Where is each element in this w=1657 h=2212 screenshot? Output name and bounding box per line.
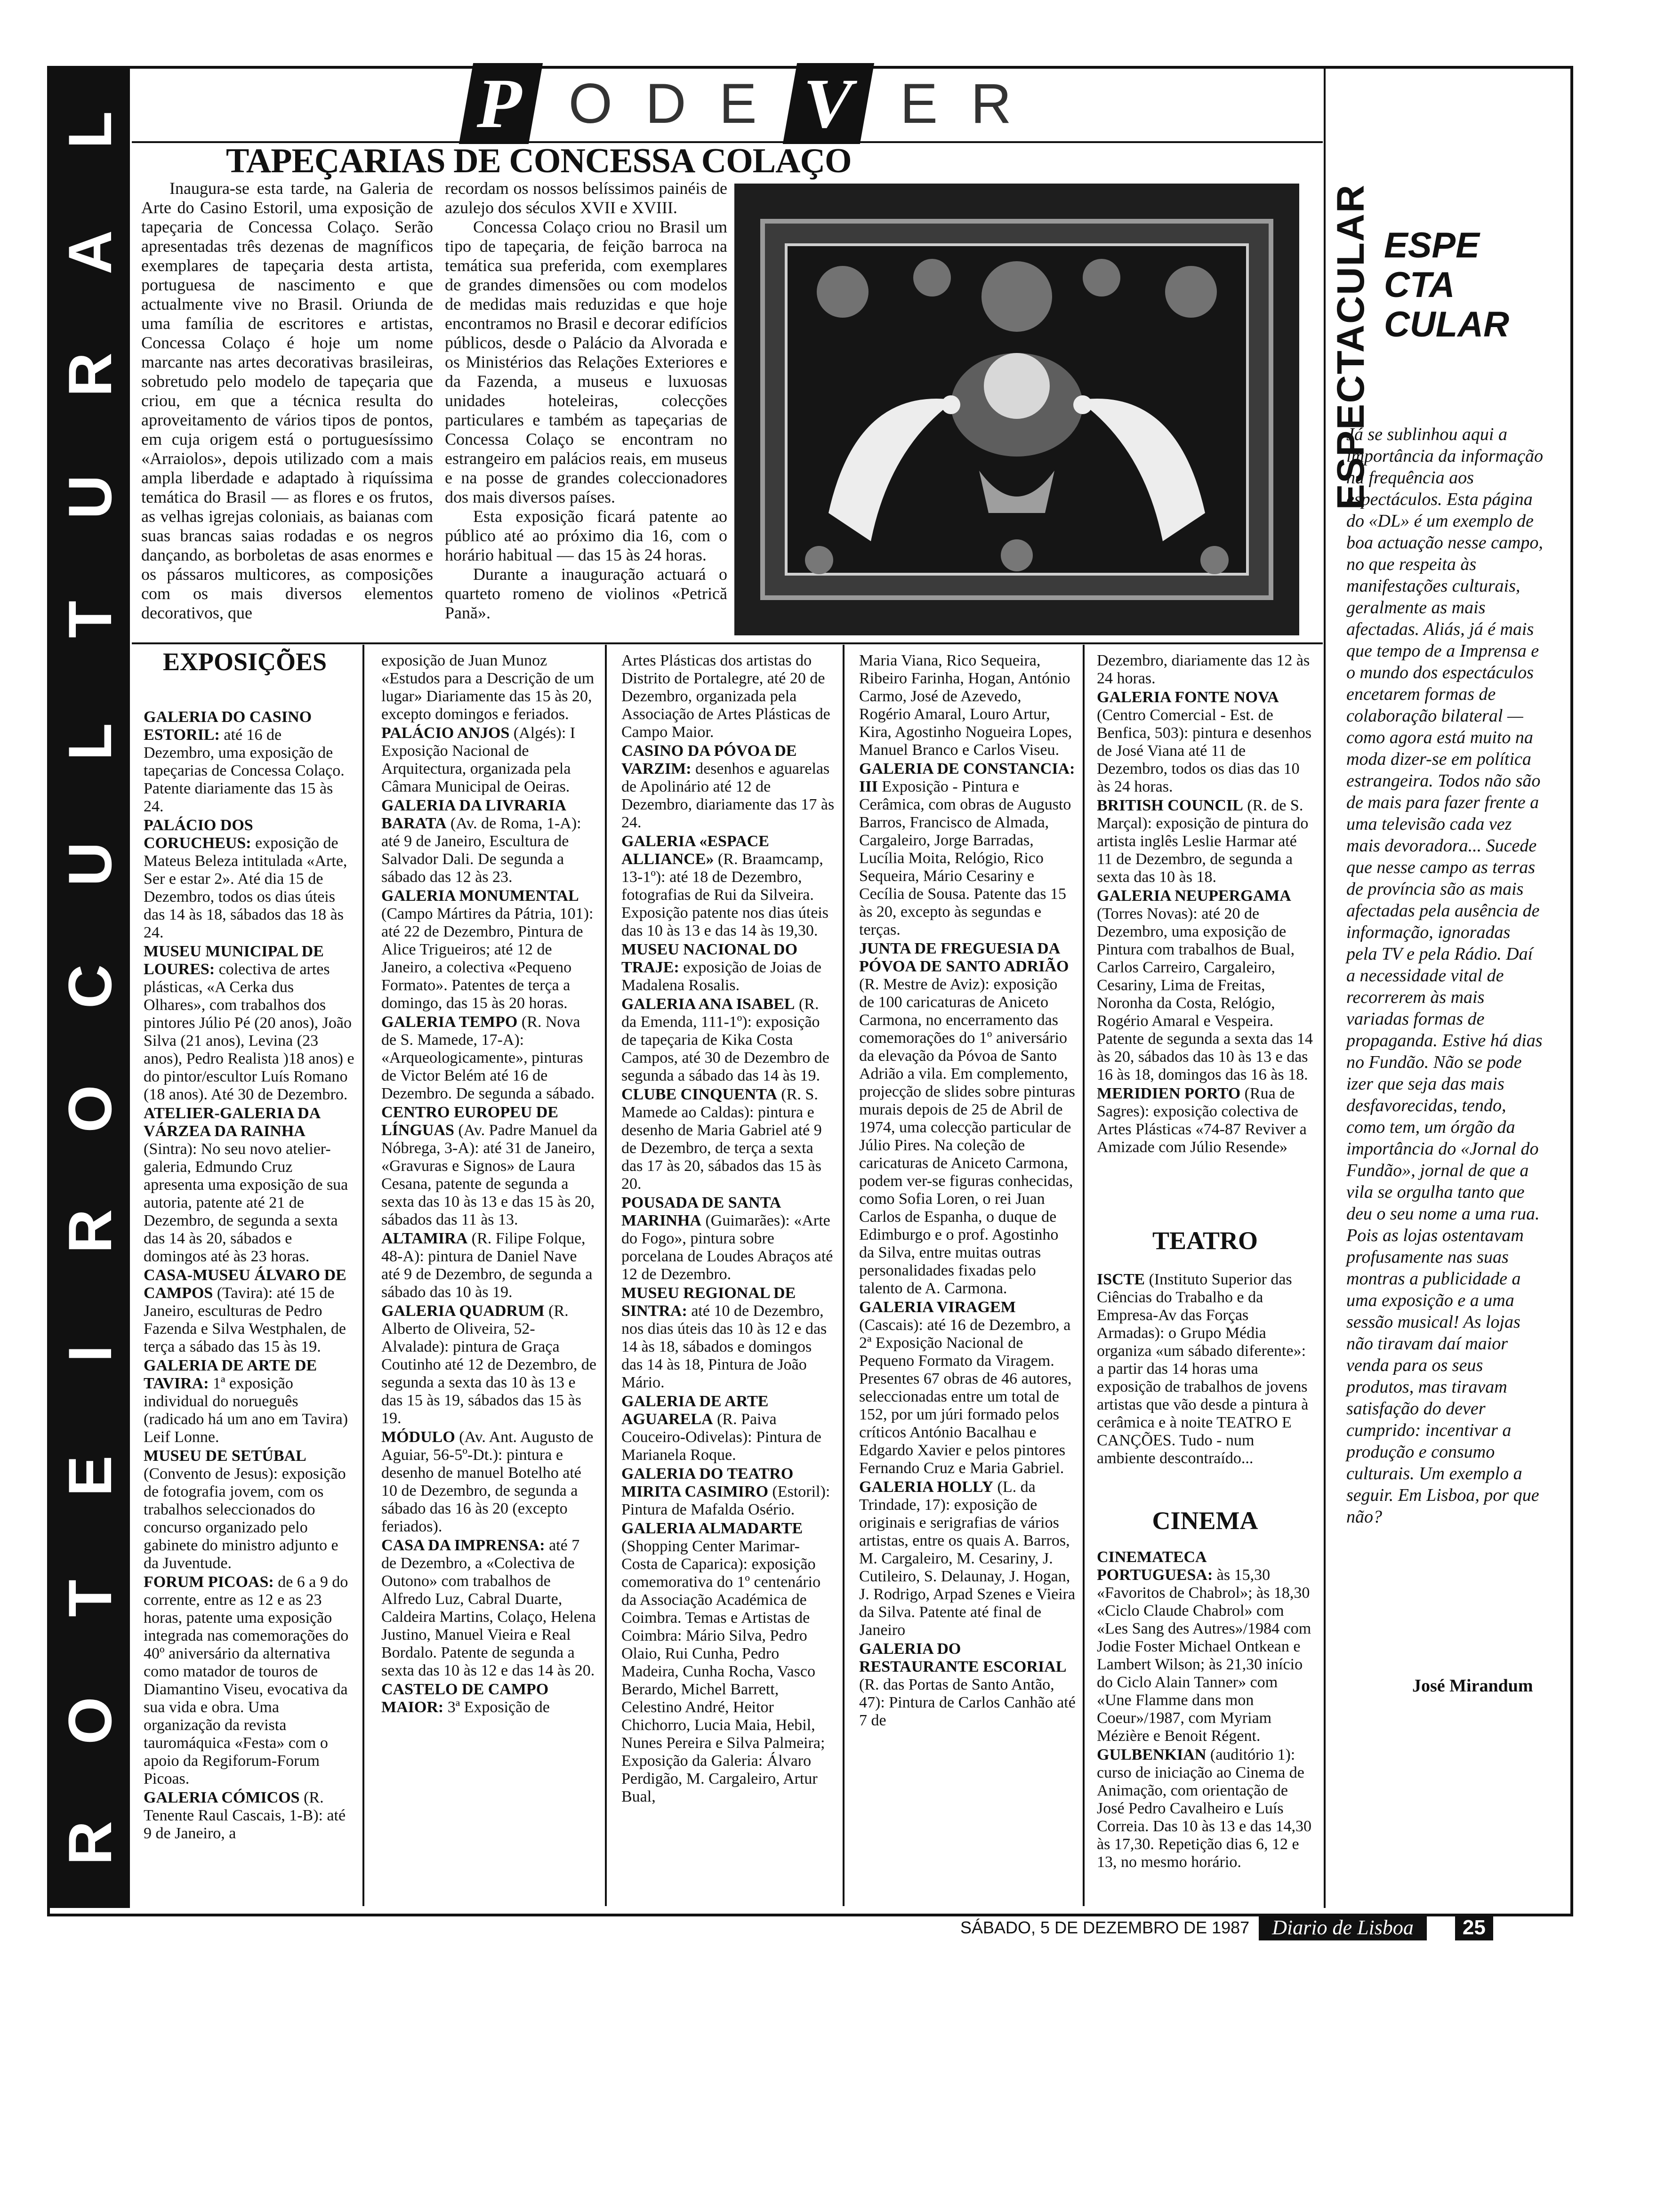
kicker-letter: P — [459, 63, 543, 144]
listing-entry — [381, 1302, 598, 1427]
venue-name: JUNTA DE FREGUESIA DA PÓVOA DE SANTO ADRIÃO — [859, 940, 1069, 975]
listing-text: (Convento de Jesus): exposição de fotografia jovem, com os trabalhos seleccionados do concurso organizado pelo gabinete do ministro adjunto e da Juventude. — [144, 1465, 346, 1572]
listing-text: (Av. Ant. Augusto de Aguiar, 56-5º-Dt.): pintura e desenho de manuel Botelho até 10 de Dezembro, de segunda a sábado das 16 às 20 (excepto feriados). — [381, 1428, 594, 1535]
listing-entry — [859, 1478, 1076, 1639]
venue-name: MÓDULO — [381, 1428, 455, 1446]
venue-name: PALÁCIO ANJOS — [381, 724, 510, 742]
divider — [132, 642, 1323, 644]
listing-entry — [381, 1428, 598, 1536]
divider — [605, 645, 607, 1906]
listing-text: (R. de S. Marçal): exposição de pintura do artista inglês Leslie Harmar até 11 de Dezembro, de segunda a sexta das 10 às 18. — [1097, 797, 1309, 886]
listing-text: (R. Nova de S. Mamede, 17-A): «Arqueologicamente», pinturas de Victor Belém até 16 de Dezembro. De segunda a sábado. — [381, 1013, 595, 1102]
venue-name: GALERIA CÓMICOS — [144, 1789, 300, 1806]
article-headline: TAPEÇARIAS DE CONCESSA COLAÇO — [226, 142, 852, 180]
listing-text: (Av. de Roma, 1-A): até 9 de Janeiro, Escultura de Salvador Dali. De segunda a sábado das 12 às 23. — [381, 815, 581, 886]
listing-entry — [621, 1086, 836, 1193]
listing-entry — [621, 742, 836, 832]
editorial-body: Já se sublinhou aqui a importância da informação na frequência aos espectáculos. Esta página do «DL» é um exemplo de boa actuação nesse campo, no que respeita às manifestações culturais, geralmente as mais afectadas. Aliás, já é mais que tempo de a Imprensa e o mundo dos espectáculos encetarem formas de colaboração bilateral — como agora está muito na moda dizer-se em política estrangeira. Todos não são de mais para fazer frente a uma televisão cada vez mais devoradora... Sucede que nesse campo as terras de província são as mais afectadas pela ausência de informação, ignoradas pela TV e pela Rádio. Daí a necessidade vital de recorrerem às mais variadas formas de propaganda. Estive há dias no Fundão. Não se pode izer que seja das mais desfavorecidas, tendo, como tem, um órgão da importância do «Jornal do Fundão», jornal de que a vila se orgulha tanto que deu o seu nome a uma rua. Pois as lojas ostentavam profusamente nas suas montras a publicidade a uma exposição e a uma sessão musical! As lojas não tiravam daí maior venda para os seus produtos, mas tiravam satisfação do dever cumprido: incentivar a produção e consumo culturais. Um exemplo a seguir. Em Lisboa, por que não? — [1346, 425, 1543, 1527]
column-title-line: ESPE — [1384, 225, 1480, 265]
venue-name: GALERIA TEMPO — [381, 1013, 518, 1031]
listing-entry — [621, 1465, 836, 1519]
page-number: 25 — [1455, 1915, 1493, 1940]
article-paragraph: Inaugura-se esta tarde, na Galeria de Arte do Casino Estoril, uma exposição de tapeçaria de Concessa Colaço. Serão apresentadas três dezenas de magníficos exemplares de tapeçaria desta artista, portuguesa de nascimento e que actualmente vive no Brasil. Oriunda de uma família de escritores e artistas, Concessa Colaço é hoje um nome marcante nas artes decorativas brasileiras, sobretudo pelo modelo de tapeçaria que criou, em que a técnica resulta do aproveitamento de vários tipos de pontos, em cuja origem está o portuguesíssimo «Arraiolos», depois utilizado com a mais ampla liberdade e adaptado à riquíssima temática do Brasil — as flores e os frutos, as velhas igrejas coloniais, as baianas com suas brancas saias rodadas e os negros dançando, as borboletas de asas enormes e os pássaros multicores, as composições com os mais diversos elementos decorativos, que — [141, 179, 433, 622]
kicker-letter: O — [568, 72, 612, 135]
listing-entry — [859, 760, 1076, 939]
listing-text: (R. das Portas de Santo Antão, 47): Pintura de Carlos Canhão até 7 de — [859, 1676, 1076, 1729]
listing-text: (Centro Comercial - Est. de Benfica, 503): pintura e desenhos de José Viana até 11 de Dezembro, todos os dias das 10 às 24 horas. — [1097, 706, 1312, 795]
listing-entry — [859, 652, 1076, 759]
listing-text: até 7 de Dezembro, a «Colectiva de Outono» com trabalhos de Alfredo Luz, Cabral Duarte, Caldeira Martins, Colaço, Helena Justino, Manuel Vieira e Real Bordalo. Patente de segunda a sexta das 10 às 12 e das 14 às 20. — [381, 1537, 596, 1679]
section-title-exposicoes: EXPOSIÇÕES — [162, 648, 327, 676]
venue-name: GALERIA DA LIVRARIA BARATA — [381, 797, 566, 832]
masthead: Diario de Lisboa — [1259, 1915, 1427, 1940]
sidebar-letter: L — [56, 111, 124, 149]
venue-name: PALÁCIO DOS CORUCHEUS: — [144, 817, 253, 852]
listing-text: 1ª exposição individual do norueguês (radicado há um ano em Tavira) Leif Lonne. — [144, 1375, 348, 1446]
listing-entry — [621, 941, 836, 994]
venue-name: GALERIA DO TEATRO MIRITA CASIMIRO — [621, 1465, 794, 1500]
listing-column-5 — [1097, 652, 1313, 1157]
venue-name: MUSEU REGIONAL DE SINTRA: — [621, 1284, 796, 1320]
sidebar-letter: U — [56, 475, 124, 519]
venue-name: GALERIA VIRAGEM — [859, 1298, 1016, 1316]
divider — [1083, 645, 1085, 1906]
venue-name: GALERIA FONTE NOVA — [1097, 689, 1279, 706]
listing-text: Dezembro, diariamente das 12 às 24 horas. — [1097, 652, 1310, 687]
listing-text: (Torres Novas): até 20 de Dezembro, uma exposição de Pintura com trabalhos de Bual, Carlos Carreiro, Cargaleiro, Cesariny, Lima de Freitas, Noronha da Costa, Relógio, Rogério Amaral e Vespeira. Patente de segunda a sexta das 14 às 20, sábados das 10 às 13 e das 16 às 18, domingos das 16 às 18. — [1097, 905, 1313, 1083]
listing-entry — [1097, 1085, 1313, 1156]
venue-name: ALTAMIRA — [381, 1230, 468, 1247]
listing-entry — [1097, 689, 1313, 796]
column-title-line: CTA — [1384, 265, 1455, 305]
venue-name: GALERIA MONUMENTAL — [381, 887, 579, 905]
listing-entry — [621, 652, 836, 741]
tapestry-image — [734, 184, 1299, 635]
listing-entry — [1097, 797, 1313, 886]
teatro-listing — [1097, 1271, 1313, 1468]
issue-date: SÁBADO, 5 DE DEZEMBRO DE 1987 — [960, 1917, 1250, 1937]
listing-text: às 15,30 «Favoritos de Chabrol»; às 18,30 «Ciclo Claude Chabrol» com «Les Sang des Autres»/1984 com Jodie Foster Michael Ontkean e Lambert Wilson; às 21,30 início do Ciclo Alain Tanner» com «Une Flamme dans mon Coeur»/1987, com Myriam Mézière e Benoit Régent. — [1097, 1566, 1311, 1745]
venue-name: CASA-MUSEU ÁLVARO DE CAMPOS — [144, 1266, 346, 1302]
listing-entry — [1097, 887, 1313, 1084]
listing-entry — [381, 652, 598, 723]
sidebar-letter: U — [56, 842, 124, 886]
listing-entry — [144, 1573, 355, 1788]
listing-entry — [381, 1104, 598, 1229]
venue-name: GALERIA DE ARTE AGUARELA — [621, 1393, 769, 1428]
article-paragraph: recordam os nossos belíssimos painéis de azulejo dos séculos XVII e XVIII. — [445, 179, 727, 217]
cinema-listing — [1097, 1548, 1313, 1872]
sidebar-letter: R — [56, 353, 124, 397]
venue-name: GULBENKIAN — [1097, 1746, 1207, 1763]
column-title-line: CULAR — [1384, 305, 1509, 345]
venue-name: CENTRO EUROPEU DE LÍNGUAS — [381, 1104, 558, 1139]
venue-name: ISCTE — [1097, 1271, 1145, 1288]
listing-entry — [621, 1284, 836, 1392]
section-title-cinema: CINEMA — [1152, 1507, 1258, 1535]
article-paragraph: Durante a inauguração actuará o quarteto romeno de violinos «Petrică Pană». — [445, 565, 727, 622]
listing-text: (auditório 1): curso de iniciação ao Cinema de Animação, com orientação de José Pedro Cavalheiro e Luís Correia. Das 10 às 13 e das 14,30 às 17,30. Repetição dias 6, 12 e 13, no mesmo horário. — [1097, 1746, 1312, 1871]
listing-column-3 — [621, 652, 836, 1807]
vertical-tag-text: ESPECTACULAR — [1329, 184, 1372, 510]
listing-entry — [381, 724, 598, 796]
listing-text: (R. Paiva Couceiro-Odivelas): Pintura de Marianela Roque. — [621, 1411, 821, 1464]
section-title-teatro: TEATRO — [1152, 1226, 1258, 1255]
listing-text: (R. da Emenda, 111-1º): exposição de tapeçaria de Kika Costa Campos, até 30 de Dezembro de segunda a sábado das 14 às 19. — [621, 995, 829, 1084]
listing-text: exposição de Joias de Madalena Rosalis. — [621, 959, 821, 994]
listing-entry — [859, 1640, 1076, 1730]
sidebar-letter: I — [56, 1345, 124, 1362]
listing-text: (Sintra): No seu novo atelier-galeria, Edmundo Cruz apresenta uma exposição de sua autoria, patente até 21 de Dezembro, de segunda a sexta das 14 às 20, sábados e domingos até às 23 horas. — [144, 1140, 348, 1265]
listing-text: de 6 a 9 do corrente, entre as 12 e as 23 horas, patente uma exposição integrada nas comemorações do 40º aniversário da alternativa como matador de touros de Diamantino Viseu, evocativa da sua vida e obra. Uma organização da revista tauromáquica «Festa» com o apoio da Regiforum-Forum Picoas. — [144, 1573, 349, 1787]
listing-entry — [381, 887, 598, 1012]
listing-text: colectiva de artes plásticas, «A Cerka dus Olhares», com trabalhos dos pintores Júlio Pé (20 anos), João Silva (21 anos), Levina (23 anos), Pedro Realista )18 anos) e do pintor/escultor Luís Romano (18 anos). Até 30 de Dezembro. — [144, 961, 354, 1103]
article-paragraph: Concessa Colaço criou no Brasil um tipo de tapeçaria, de feição barroca na temática sua preferida, com exemplares de grandes dimensões ou com modelos de medidas mais reduzidas e que hoje encontramos no Brasil e decorar edifícios públicos, desde o Palácio da Alvorada e os Ministérios das Relações Exteriores e da Fazenda, a museus e luxuosas unidades hoteleiras, colecções particulares e também as tapeçarias de Concessa Colaço se encontram no estrangeiro em palácios reais, em museus e na posse de grandes coleccionadores dos mais diversos países. — [445, 217, 727, 506]
venue-name: CASINO DA PÓVOA DE VARZIM: — [621, 742, 797, 777]
venue-name: CASTELO DE CAMPO MAIOR: — [381, 1681, 549, 1716]
sidebar-letter: E — [56, 1455, 124, 1497]
listing-text: até 16 de Dezembro, uma exposição de tapeçarias de Concessa Colaço. Patente diariamente das 15 às 24. — [144, 726, 345, 815]
sidebar-letter: A — [56, 230, 124, 274]
venue-name: CINEMATECA PORTUGUESA: — [1097, 1548, 1213, 1584]
sidebar-letter: O — [56, 1085, 124, 1133]
listing-entry — [859, 1298, 1076, 1477]
listing-text: (Av. Padre Manuel da Nóbrega, 3-A): até 31 de Janeiro, «Gravuras e Signos» de Laura Cesana, patente de segunda a sexta das 10 às 13 e das 15 às 20, sábados das 11 às 13. — [381, 1122, 597, 1228]
kicker-letter: D — [645, 72, 686, 135]
divider — [362, 645, 364, 1906]
listing-text: exposição de Juan Munoz «Estudos para a Descrição de um lugar» Diariamente das 15 às 20, excepto domingos e feriados. — [381, 652, 595, 723]
listing-entry — [381, 1013, 598, 1103]
listing-text: (Instituto Superior das Ciências do Trabalho e da Empresa-Av das Forças Armadas): o Grupo Média organiza «um sábado diferente»: a partir das 14 horas uma exposição de trabalhos de jovens artistas que vão desde a pintura à cerâmica e à noite TEATRO E CANÇÕES. Tudo - num ambiente descontraído... — [1097, 1271, 1309, 1467]
venue-name: MUSEU DE SETÚBAL — [144, 1447, 306, 1465]
venue-name: ATELIER-GALERIA DA VÁRZEA DA RAINHA — [144, 1105, 320, 1140]
divider — [843, 645, 845, 1906]
article-column-1 — [141, 179, 433, 623]
venue-name: GALERIA ALMADARTE — [621, 1520, 803, 1537]
listing-entry — [144, 1357, 355, 1446]
listing-text: exposição de Mateus Beleza intitulada «Arte, Ser e estar 2». Até dia 15 de Dezembro, todos os dias úteis das 14 às 18, sábados das 18 às 24. — [144, 834, 347, 941]
listing-text: (R. Braamcamp, 13-1º): até 18 de Dezembro, fotografias de Rui da Silveira. Exposição patente nos dias úteis das 10 às 13 e das 14 às 19,30. — [621, 850, 829, 939]
column-title — [1384, 226, 1509, 345]
listing-text: (Cascais): até 16 de Dezembro, a 2ª Exposição Nacional de Pequeno Formato da Viragem. Presentes 67 obras de 46 autores, seleccionadas entre um total de 152, por um júri formado pelos críticos António Bacalhau e Edgardo Xavier e pelos pintores Fernando Cruz e Maria Gabriel. — [859, 1316, 1072, 1477]
listing-text: (Estoril): Pintura de Mafalda Osério. — [621, 1483, 830, 1518]
listing-text: (Guimarães): «Arte do Fogo», pintura sobre porcelana de Loudes Abraços até 12 de Dezembro. — [621, 1212, 833, 1283]
article-paragraph: Esta exposição ficará patente ao público até ao próximo dia 16, com o horário habitual — das 15 às 24 horas. — [445, 507, 727, 564]
sidebar-letter: C — [56, 964, 124, 1009]
venue-name: MUSEU MUNICIPAL DE LOURES: — [144, 943, 324, 978]
venue-name: GALERIA «ESPACE ALLIANCE» — [621, 833, 769, 868]
venue-name: MERIDIEN PORTO — [1097, 1085, 1241, 1102]
listing-text: (R. Filipe Folque, 48-A): pintura de Daniel Nave até 9 de Dezembro, de segunda a sábado das 10 às 19. — [381, 1230, 593, 1301]
listing-entry — [1097, 1548, 1313, 1745]
sidebar-letter: R — [56, 1821, 124, 1865]
kicker-letter: V — [783, 63, 875, 144]
sidebar-letter: L — [56, 723, 124, 761]
listing-text: (L. da Trindade, 17): exposição de originais e serigrafias de vários artistas, entre os quais A. Barros, M. Cargaleiro, M. Cesariny, J. Cutileiro, S. Delaunay, J. Hogan, J. Rodrigo, Arpad Szenes e Vieira da Silva. Patente até final de Janeiro — [859, 1478, 1076, 1639]
listing-entry — [381, 1537, 598, 1680]
sidebar-letter: O — [56, 1697, 124, 1745]
listing-text: (Tavira): até 15 de Janeiro, esculturas de Pedro Fazenda e Silva Westphalen, de terça a sábado das 15 às 19. — [144, 1284, 346, 1355]
listing-entry — [1097, 652, 1313, 688]
venue-name: GALERIA DE CONSTANCIA: III — [859, 760, 1075, 795]
listing-text: (Algés): I Exposição Nacional de Arquitectura, organizada pela Câmara Municipal de Oeiras. — [381, 724, 576, 795]
tapestry-photo — [734, 184, 1299, 635]
sidebar-letter: T — [56, 1579, 124, 1617]
listing-text: Exposição - Pintura e Cerâmica, com obras de Augusto Barros, Francisco de Almada, Cargaleiro, Jorge Barradas, Lucília Moita, Relógio, Rico Sequeira, Mário Cesariny e Cecília de Sousa. Patente das 15 às 20, excepto às segundas e terças. — [859, 778, 1071, 938]
venue-name: GALERIA QUADRUM — [381, 1302, 545, 1320]
listing-entry — [144, 1447, 355, 1572]
venue-name: CASA DA IMPRENSA: — [381, 1537, 545, 1554]
venue-name: GALERIA DO RESTAURANTE ESCORIAL — [859, 1640, 1067, 1675]
listing-column-2 — [381, 652, 598, 1717]
listing-entry — [144, 817, 355, 942]
article-column-2 — [445, 179, 727, 623]
venue-name: GALERIA NEUPERGAMA — [1097, 887, 1291, 905]
listing-entry — [1097, 1746, 1313, 1871]
listing-entry — [381, 1681, 598, 1716]
listing-entry — [144, 1266, 355, 1356]
section-sidebar — [50, 69, 130, 1908]
venue-name: BRITISH COUNCIL — [1097, 797, 1243, 814]
venue-name: GALERIA ANA ISABEL — [621, 995, 795, 1013]
kicker-letter: R — [971, 72, 1012, 135]
listing-text: Maria Viana, Rico Sequeira, Ribeiro Farinha, Hogan, António Carmo, José de Azevedo, Rogério Amaral, Louro Artur, Kira, Agostinho Nogueira Lopes, Manuel Branco e Carlos Viseu. — [859, 652, 1072, 759]
venue-name: POUSADA DE SANTA MARINHA — [621, 1194, 780, 1229]
venue-name: GALERIA DE ARTE DE TAVIRA: — [144, 1357, 317, 1392]
listing-text: (R. Tenente Raul Cascais, 1-B): até 9 de Janeiro, a — [144, 1789, 346, 1842]
listing-entry — [144, 1105, 355, 1266]
venue-name: CLUBE CINQUENTA — [621, 1086, 777, 1103]
listing-text: (Rua de Sagres): exposição colectiva de Artes Plásticas «74-87 Reviver a Amizade com Júlio Resende» — [1097, 1085, 1307, 1156]
listing-text: (Campo Mártires da Pátria, 101): até 22 de Dezembro, Pintura de Alice Trigueiros; até 12 de Janeiro, a colectiva «Pequeno Formato». Patentes de terça a domingo, das 15 às 20 horas. — [381, 905, 594, 1012]
listing-text: Artes Plásticas dos artistas do Distrito de Portalegre, até 20 de Dezembro, organizada pela Associação de Artes Plásticas de Campo Maior. — [621, 652, 830, 741]
listing-column-4 — [859, 652, 1076, 1731]
listing-text: (R. S. Mamede ao Caldas): pintura e desenho de Maria Gabriel até 9 de Dezembro, de terça a sexta das 17 às 20, sábados das 15 às 20. — [621, 1086, 822, 1193]
divider — [1324, 69, 1326, 1908]
listing-entry — [381, 1230, 598, 1301]
listing-column-1 — [144, 708, 355, 1843]
listing-entry — [859, 940, 1076, 1298]
listing-entry — [144, 1789, 355, 1843]
sidebar-letter: R — [56, 1209, 124, 1253]
kicker-letter: E — [900, 72, 938, 135]
sidebar-letter: T — [56, 601, 124, 638]
venue-name: GALERIA HOLLY — [859, 1478, 993, 1496]
listing-text: (R. Alberto de Oliveira, 52-Alvalade): pintura de Graça Coutinho até 12 de Dezembro, de segunda a sexta das 10 às 13 e das 15 às 19, sábados das 15 às 19. — [381, 1302, 596, 1427]
listing-text: 3ª Exposição de — [447, 1699, 550, 1716]
listing-entry — [144, 708, 355, 816]
venue-name: MUSEU NACIONAL DO TRAJE: — [621, 941, 798, 976]
listing-text: (R. Mestre de Aviz): exposição de 100 caricaturas de Aniceto Carmona, no encerramento das comemorações do 1º aniversário da elevação da Póvoa de Santo Adrião a vila. Em complemento, projecção de slides sobre pinturas murais depois de 25 de Abril de 1974, uma colecção particular de Júlio Pires. Na coleção de caricaturas de Aniceto Carmona, podem ver-se figuras conhecidas, como Sofia Loren, o rei Juan Carlos de Espanha, o duque de Edimburgo e o prof. Agostinho da Silva, entre muitas outras personalidades fixadas pelo talento de A. Carmona. — [859, 976, 1075, 1297]
listing-entry — [621, 1520, 836, 1806]
listing-entry — [621, 833, 836, 940]
listing-entry — [621, 1393, 836, 1464]
listing-entry — [381, 797, 598, 886]
page-footer — [960, 1915, 1493, 1940]
venue-name: FORUM PICOAS: — [144, 1573, 274, 1591]
listing-entry — [1097, 1271, 1313, 1467]
listing-text: (Shopping Center Marimar-Costa de Caparica): exposição comemorativa do 1º centenário da Associação Académica de Coimbra. Temas e Artistas de Coimbra: Mário Silva, Pedro Olaio, Rui Cunha, Pedro Madeira, Cunha Rocha, Vasco Berardo, Michel Barrett, Celestino André, Heitor Chichorro, Lucia Maia, Hebil, Nunes Pereira e Silva Palmeira; Exposição da Galeria: Álvaro Perdigão, M. Cargaleiro, Artur Bual, — [621, 1538, 825, 1805]
kicker-letter: E — [719, 72, 757, 135]
listing-text: desenhos e aguarelas de Apolinário até 12 de Dezembro, diariamente das 17 às 24. — [621, 760, 835, 831]
author-signature: José Mirandum — [1412, 1676, 1533, 1696]
venue-name: GALERIA DO CASINO ESTORIL: — [144, 708, 312, 744]
listing-text: até 10 de Dezembro, nos dias úteis das 10 às 12 e das 14 às 18, sábados e domingos das 14 às 18, Pintura de João Mário. — [621, 1302, 827, 1391]
section-kicker — [466, 66, 1045, 141]
listing-entry — [144, 943, 355, 1104]
listing-entry — [621, 995, 836, 1085]
listing-entry — [621, 1194, 836, 1283]
